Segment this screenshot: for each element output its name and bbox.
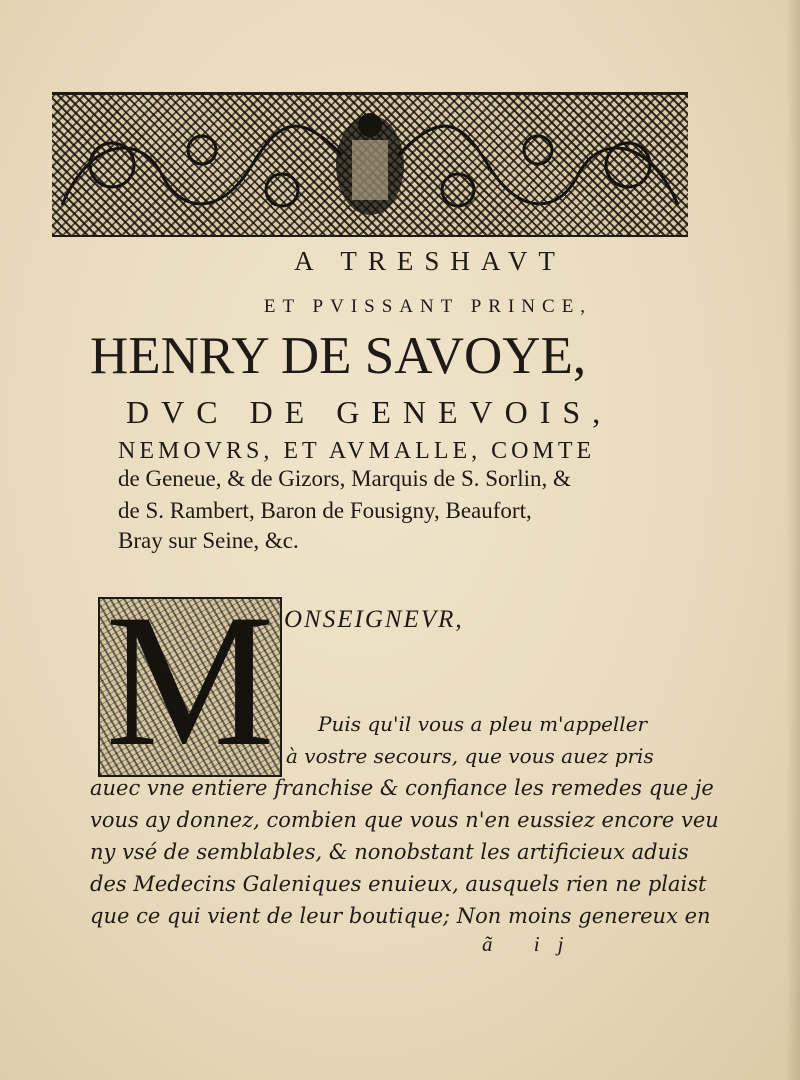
salutation: ONSEIGNEVR, bbox=[284, 606, 464, 633]
dedication-title-2: NEMOVRS, ET AVMALLE, COMTE bbox=[118, 438, 596, 464]
dedication-title-5: Bray sur Seine, &c. bbox=[118, 528, 299, 553]
dedication-line-2: ET PVISSANT PRINCE, bbox=[263, 296, 593, 317]
dedication-title-1: DVC DE GENEVOIS, bbox=[126, 394, 613, 430]
letter-line-5: ny vsé de semblables, & nonobstant les artificieux aduis bbox=[90, 840, 689, 864]
letter-line-3: auec vne entiere franchise & confiance les remedes que je bbox=[90, 776, 714, 800]
dedication-name: HENRY DE SAVOYE, bbox=[90, 327, 587, 385]
letter-line-2: à vostre secours, que vous auez pris bbox=[286, 744, 654, 768]
headpiece-ornament-icon bbox=[52, 95, 688, 235]
decorated-initial bbox=[98, 576, 282, 786]
dedication-title-3: de Geneue, & de Gizors, Marquis de S. Sorlin, & bbox=[118, 466, 571, 491]
signature-mark: ã ij bbox=[482, 932, 582, 956]
letter-line-1: Puis qu'il vous a pleu m'appeller bbox=[318, 712, 648, 736]
initial-letter: M bbox=[105, 576, 275, 786]
engraved-headpiece bbox=[52, 92, 688, 237]
page-edge-shadow bbox=[786, 0, 800, 1080]
letter-line-7: que ce qui vient de leur boutique; Non moins genereux en bbox=[90, 904, 711, 928]
dedication-line-1: A TRESHAVT bbox=[294, 246, 566, 276]
letter-line-4: vous ay donnez, combien que vous n'en eussiez encore veu bbox=[90, 808, 719, 832]
letter-line-6: des Medecins Galeniques enuieux, ausquels rien ne plaist bbox=[90, 872, 707, 896]
dedication-title-4: de S. Rambert, Baron de Fousigny, Beaufort, bbox=[118, 498, 532, 523]
